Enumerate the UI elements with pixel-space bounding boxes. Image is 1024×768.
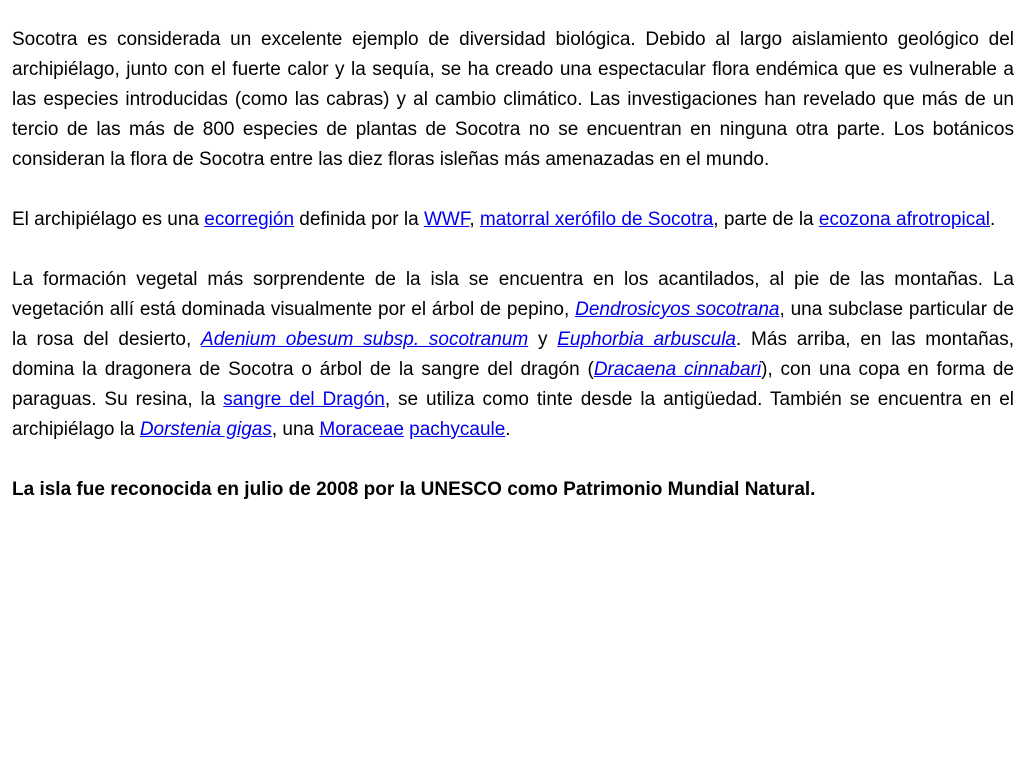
link-ecozona-afrotropical[interactable]: ecozona afrotropical: [818, 209, 991, 230]
paragraph-vegetation: [12, 265, 1014, 445]
link-matorral-xerofilo[interactable]: matorral xerófilo de Socotra: [479, 209, 714, 230]
text-segment: , una: [271, 419, 320, 440]
text-segment: .: [990, 209, 996, 230]
paragraph-ecoregion: [12, 205, 1014, 235]
text-segment: , parte de la: [713, 209, 819, 230]
text-segment: , una subclase particular de la rosa del desierto,: [12, 299, 1014, 350]
link-sangre-del-dragon[interactable]: sangre del Dragón: [223, 389, 385, 410]
link-dorstenia-gigas[interactable]: Dorstenia gigas: [139, 419, 272, 440]
link-wwf[interactable]: WWF: [423, 209, 470, 230]
text-segment: ), con una copa en forma de paraguas. Su resina, la: [12, 359, 1014, 410]
text-segment: definida por la: [294, 209, 424, 230]
link-dendrosicyos-socotrana[interactable]: Dendrosicyos socotrana: [575, 299, 780, 320]
link-ecorregion[interactable]: ecorregión: [204, 209, 295, 230]
text-segment: .: [505, 419, 511, 440]
link-adenium-obesum[interactable]: Adenium obesum subsp. socotranum: [201, 329, 529, 350]
link-pachycaule[interactable]: pachycaule: [409, 419, 506, 440]
paragraph-unesco: La isla fue reconocida en julio de 2008 por la UNESCO como Patrimonio Mundial Natural.: [12, 479, 816, 500]
text-segment: y: [528, 329, 558, 350]
link-moraceae[interactable]: Moraceae: [319, 419, 404, 440]
text-segment: , se utiliza como tinte desde la antigüedad. También se encuentra en el archipiélago la: [12, 389, 1014, 440]
link-euphorbia-arbuscula[interactable]: Euphorbia arbuscula: [557, 329, 736, 350]
paragraph-biodiversity: Socotra es considerada un excelente ejemplo de diversidad biológica. Debido al largo aislamiento geológico del archipiélago, junto con el fuerte calor y la sequía, se ha creado una espectacular flora endémica que es vulnerable a las especies introducidas (como las cabras) y al cambio climático. Las investigaciones han revelado que más de un tercio de las más de 800 especies de plantas de Socotra no se encuentran en ninguna otra parte. Los botánicos consideran la flora de Socotra entre las diez floras isleñas más amenazadas en el mundo.: [12, 29, 1014, 170]
text-segment: La formación vegetal más sorprendente de la isla se encuentra en los acantilados, al pie de las montañas. La vegetación allí está dominada visualmente por el árbol de pepino,: [12, 269, 1014, 320]
text-segment: . Más arriba, en las montañas, domina la dragonera de Socotra o árbol de la sangre del dragón (: [12, 329, 1014, 380]
text-segment: ,: [469, 209, 480, 230]
link-dracaena-cinnabari[interactable]: Dracaena cinnabari: [593, 359, 762, 380]
text-segment: El archipiélago es una: [12, 209, 205, 230]
